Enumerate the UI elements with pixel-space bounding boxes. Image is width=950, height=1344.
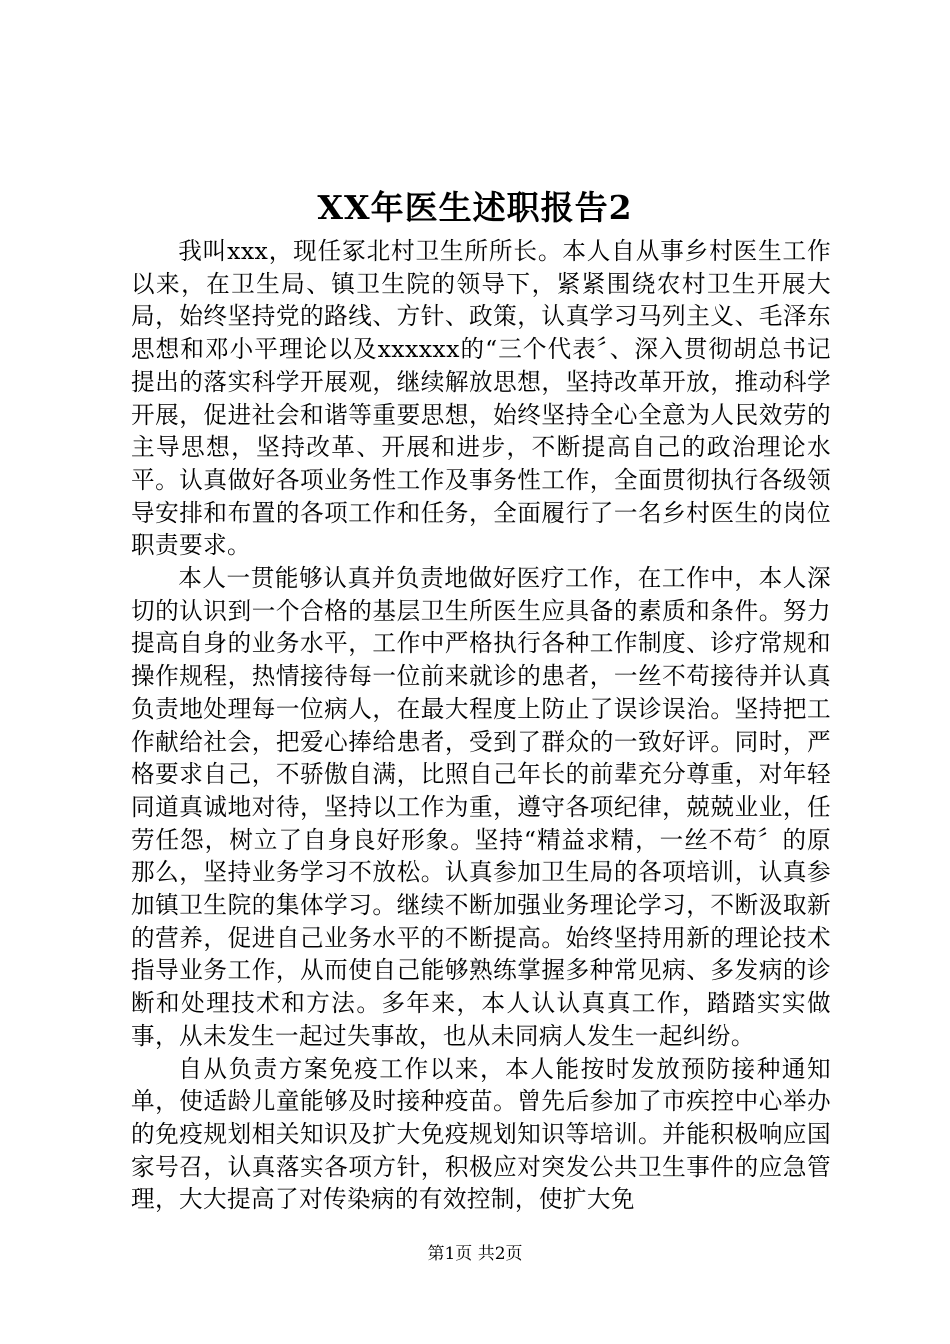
page-number-footer: 第1页 共2页 xyxy=(427,1244,523,1264)
document-body xyxy=(131,235,831,1216)
paragraph-3: 自从负责方案免疫工作以来，本人能按时发放预防接种通知单，使适龄儿童能够及时接种疫苗。曾先后参加了市疾控中心举办的免疫规划相关知识及扩大免疫规划知识等培训。并能积极响应国家号召，认真落实各项方针，积极应对突发公共卫生事件的应急管理，大大提高了对传染病的有效控制，使扩大免 xyxy=(131,1054,831,1214)
paragraph-2: 本人一贯能够认真并负责地做好医疗工作，在工作中，本人深切的认识到一个合格的基层卫生所医生应具备的素质和条件。努力提高自身的业务水平，工作中严格执行各种工作制度、诊疗常规和操作规程，热情接待每一位前来就诊的患者，一丝不苟接待并认真负责地处理每一位病人，在最大程度上防止了误诊误治。坚持把工作献给社会，把爱心捧给患者，受到了群众的一致好评。同时，严格要求自己，不骄傲自满，比照自己年长的前辈充分尊重，对年轻同道真诚地对待，坚持以工作为重，遵守各项纪律，兢兢业业，任劳任怨，树立了自身良好形象。坚持“精益求精，一丝不苟〞的原那么，坚持业务学习不放松。认真参加卫生局的各项培训，认真参加镇卫生院的集体学习。继续不断加强业务理论学习，不断汲取新的营养，促进自己业务水平的不断提高。始终坚持用新的理论技术指导业务工作，从而使自己能够熟练掌握多种常见病、多发病的诊断和处理技术和方法。多年来，本人认认真真工作，踏踏实实做事，从未发生一起过失事故，也从未同病人发生一起纠纷。 xyxy=(131,564,831,1050)
paragraph-1: 我叫xxx，现任冢北村卫生所所长。本人自从事乡村医生工作以来，在卫生局、镇卫生院的领导下，紧紧围绕农村卫生开展大局，始终坚持党的路线、方针、政策，认真学习马列主义、毛泽东思想和邓小平理论以及xxxxxx的“三个代表〞、深入贯彻胡总书记提出的落实科学开展观，继续解放思想，坚持改革开放，推动科学开展，促进社会和谐等重要思想，始终坚持全心全意为人民效劳的主导思想，坚持改革、开展和进步，不断提高自己的政治理论水平。认真做好各项业务性工作及事务性工作，全面贯彻执行各级领导安排和布置的各项工作和任务，全面履行了一名乡村医生的岗位职责要求。 xyxy=(131,237,831,560)
document-title: XX年医生述职报告2 xyxy=(317,188,633,227)
